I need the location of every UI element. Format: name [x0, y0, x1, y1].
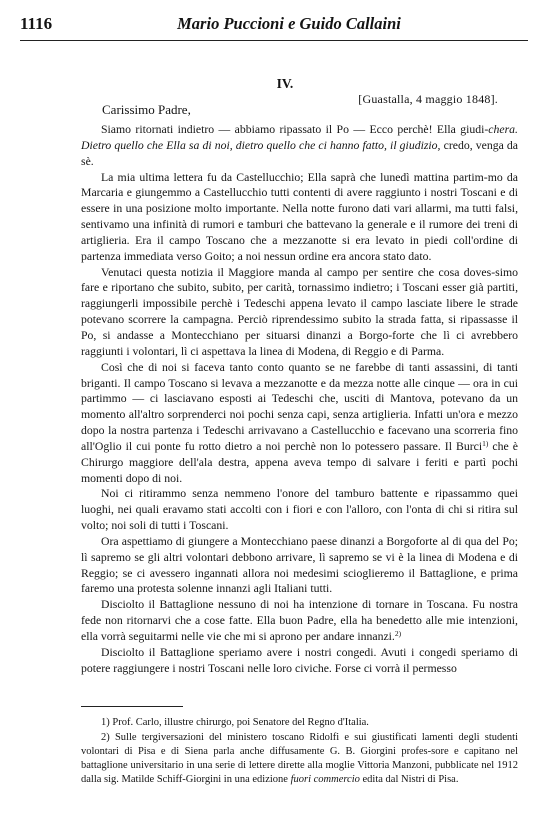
- footnote: 1) Prof. Carlo, illustre chirurgo, poi Senatore del Regno d'Italia.: [101, 717, 369, 728]
- letter-salutation: Carissimo Padre,: [102, 102, 191, 117]
- paragraph: Noi ci ritirammo senza nemmeno l'onore del tamburo battente e ripassammo quei luoghi, nei quali eravamo stati accolti con i fiori e con l'alloro, con l'onta di chi si ritira sul volto; noi soli di tutti i Toscani.: [81, 487, 519, 533]
- paragraph: Siamo ritornati indietro — abbiamo ripassato il Po — Ecco perchè! Ella giudi-chera. Dietro quello che Ella sa di noi, dietro quello che ci hanno fatto, il giudizio, credo, venga da sè.: [81, 123, 518, 168]
- paragraph: Disciolto il Battaglione speriamo avere i nostri congedi. Avuti i congedi speriamo di potere raggiungere i nostri Toscani nelle loro civiche. Forse ci vorrà il permesso: [81, 645, 519, 675]
- running-head: Mario Puccioni e Guido Callaini: [177, 14, 401, 33]
- page-number: 1116: [20, 14, 53, 33]
- paragraph: Così che di noi si faceva tanto conto quanto se ne farebbe di tanti assassini, di tanti briganti. Il campo Toscano si levava a mezzanotte e da mezza notte alle cinque — ora in cui partimmo — ci lasciavano esposti ai Tedeschi che, usciti di Mantova, potevano da un momento all'altro sorprenderci noi pochi senza capi, senza artiglieria. Infatti un'ora e mezzo dopo la nostra partenza i Tedeschi arrivavano a Castellucchio e facevano una scorreria fino all'Oglio il cui ponte fu rotto dietro a noi perchè non lo potessero passare. Il Burci$^{1)}$ che è Chirurgo maggiore dell'ala destra, appena aveva tempo di salvare i feriti e partì pochi momenti dopo di noi.: [81, 360, 519, 485]
- paragraph: Ora aspettiamo di giungere a Montecchiano paese dinanzi a Borgoforte al di qua del Po; lì sapremo se gli altri volontari debbono arrivare, lì sapremo se vi è la linea di Modena e di Reggio; se ci avessero ingannati allora noi medesimi scioglieremo il Battaglione, e prima faremo una protesta solenne innanzi agli Italiani tutti.: [81, 534, 518, 596]
- page-header: [20, 14, 528, 38]
- letter-date: [Guastalla, 4 maggio 1848].: [358, 92, 498, 106]
- footnote-rule: [81, 706, 183, 707]
- letter-number: IV.: [276, 76, 294, 91]
- paragraph: Venutaci questa notizia il Maggiore manda al campo per sentire che cosa doves-simo fare e riportano che subito, subito, per carità, tornassimo indietro; i Toscani esser già partiti, raggiungerli impossibile perchè i Tedeschi appena levato il campo lasciate libere le strade potevano scorrere la campagna. Perciò riprendessimo subito la strada fatta, si ripassasse il Po, si andasse a Montecchiano per situarsi dinanzi a Borgo-forte che lì ci avrebbero raggiunti i volontari, lì ci aspettava la linea di Modena, di Reggio e di Parma.: [81, 265, 519, 358]
- footnote-ref: 2): [394, 629, 402, 638]
- paragraph: Disciolto il Battaglione nessuno di noi ha intenzione di tornare in Toscana. Fu nostra fede non ritornarvi che a cose fatte. Ella buon Padre, ella ha benedetto alle mie intenzioni, ella vorrà seguitarmi nelle vie che mi si aprono per andare innanzi.$^{2)}$: [81, 598, 518, 643]
- header-rule: [20, 40, 528, 41]
- footnote-ref: 1): [482, 438, 489, 448]
- footnote: 2) Sulle tergiversazioni del ministero toscano Ridolfi e sui giustificati lamenti degli studenti volontari di Pisa e di Siena parla anche diffusamente G. B. Giorgini profes-sore e capitano nel battaglione universitario in una serie di lettere dirette alla moglie Vittoria Manzoni, pubblicate nel 1912 dalla sig. Matilde Schiff-Giorgini in una edizione fuori commercio edita dal Nistri di Pisa.: [81, 732, 519, 786]
- letter-body: [81, 122, 518, 677]
- footnotes: [81, 716, 518, 788]
- paragraph: La mia ultima lettera fu da Castellucchio; Ella saprà che lunedì mattina partim-mo da Marcaria e giungemmo a Castellucchio tutti contenti di avere raggiunto i nostri Toscani e di essere in una posizione molto importante. Nella notte furono dati vari allarmi, ma tutti falsi, sentivamo una infinità di rumori e tamburi che battevano la generale e il rumore dei treni di artiglieria. Era il campo Toscano che a mezzanotte si era levato in piedi coll'ordine di partenza immediata verso Goito; a noi nessun ordine era ancora stato dato.: [81, 170, 519, 263]
